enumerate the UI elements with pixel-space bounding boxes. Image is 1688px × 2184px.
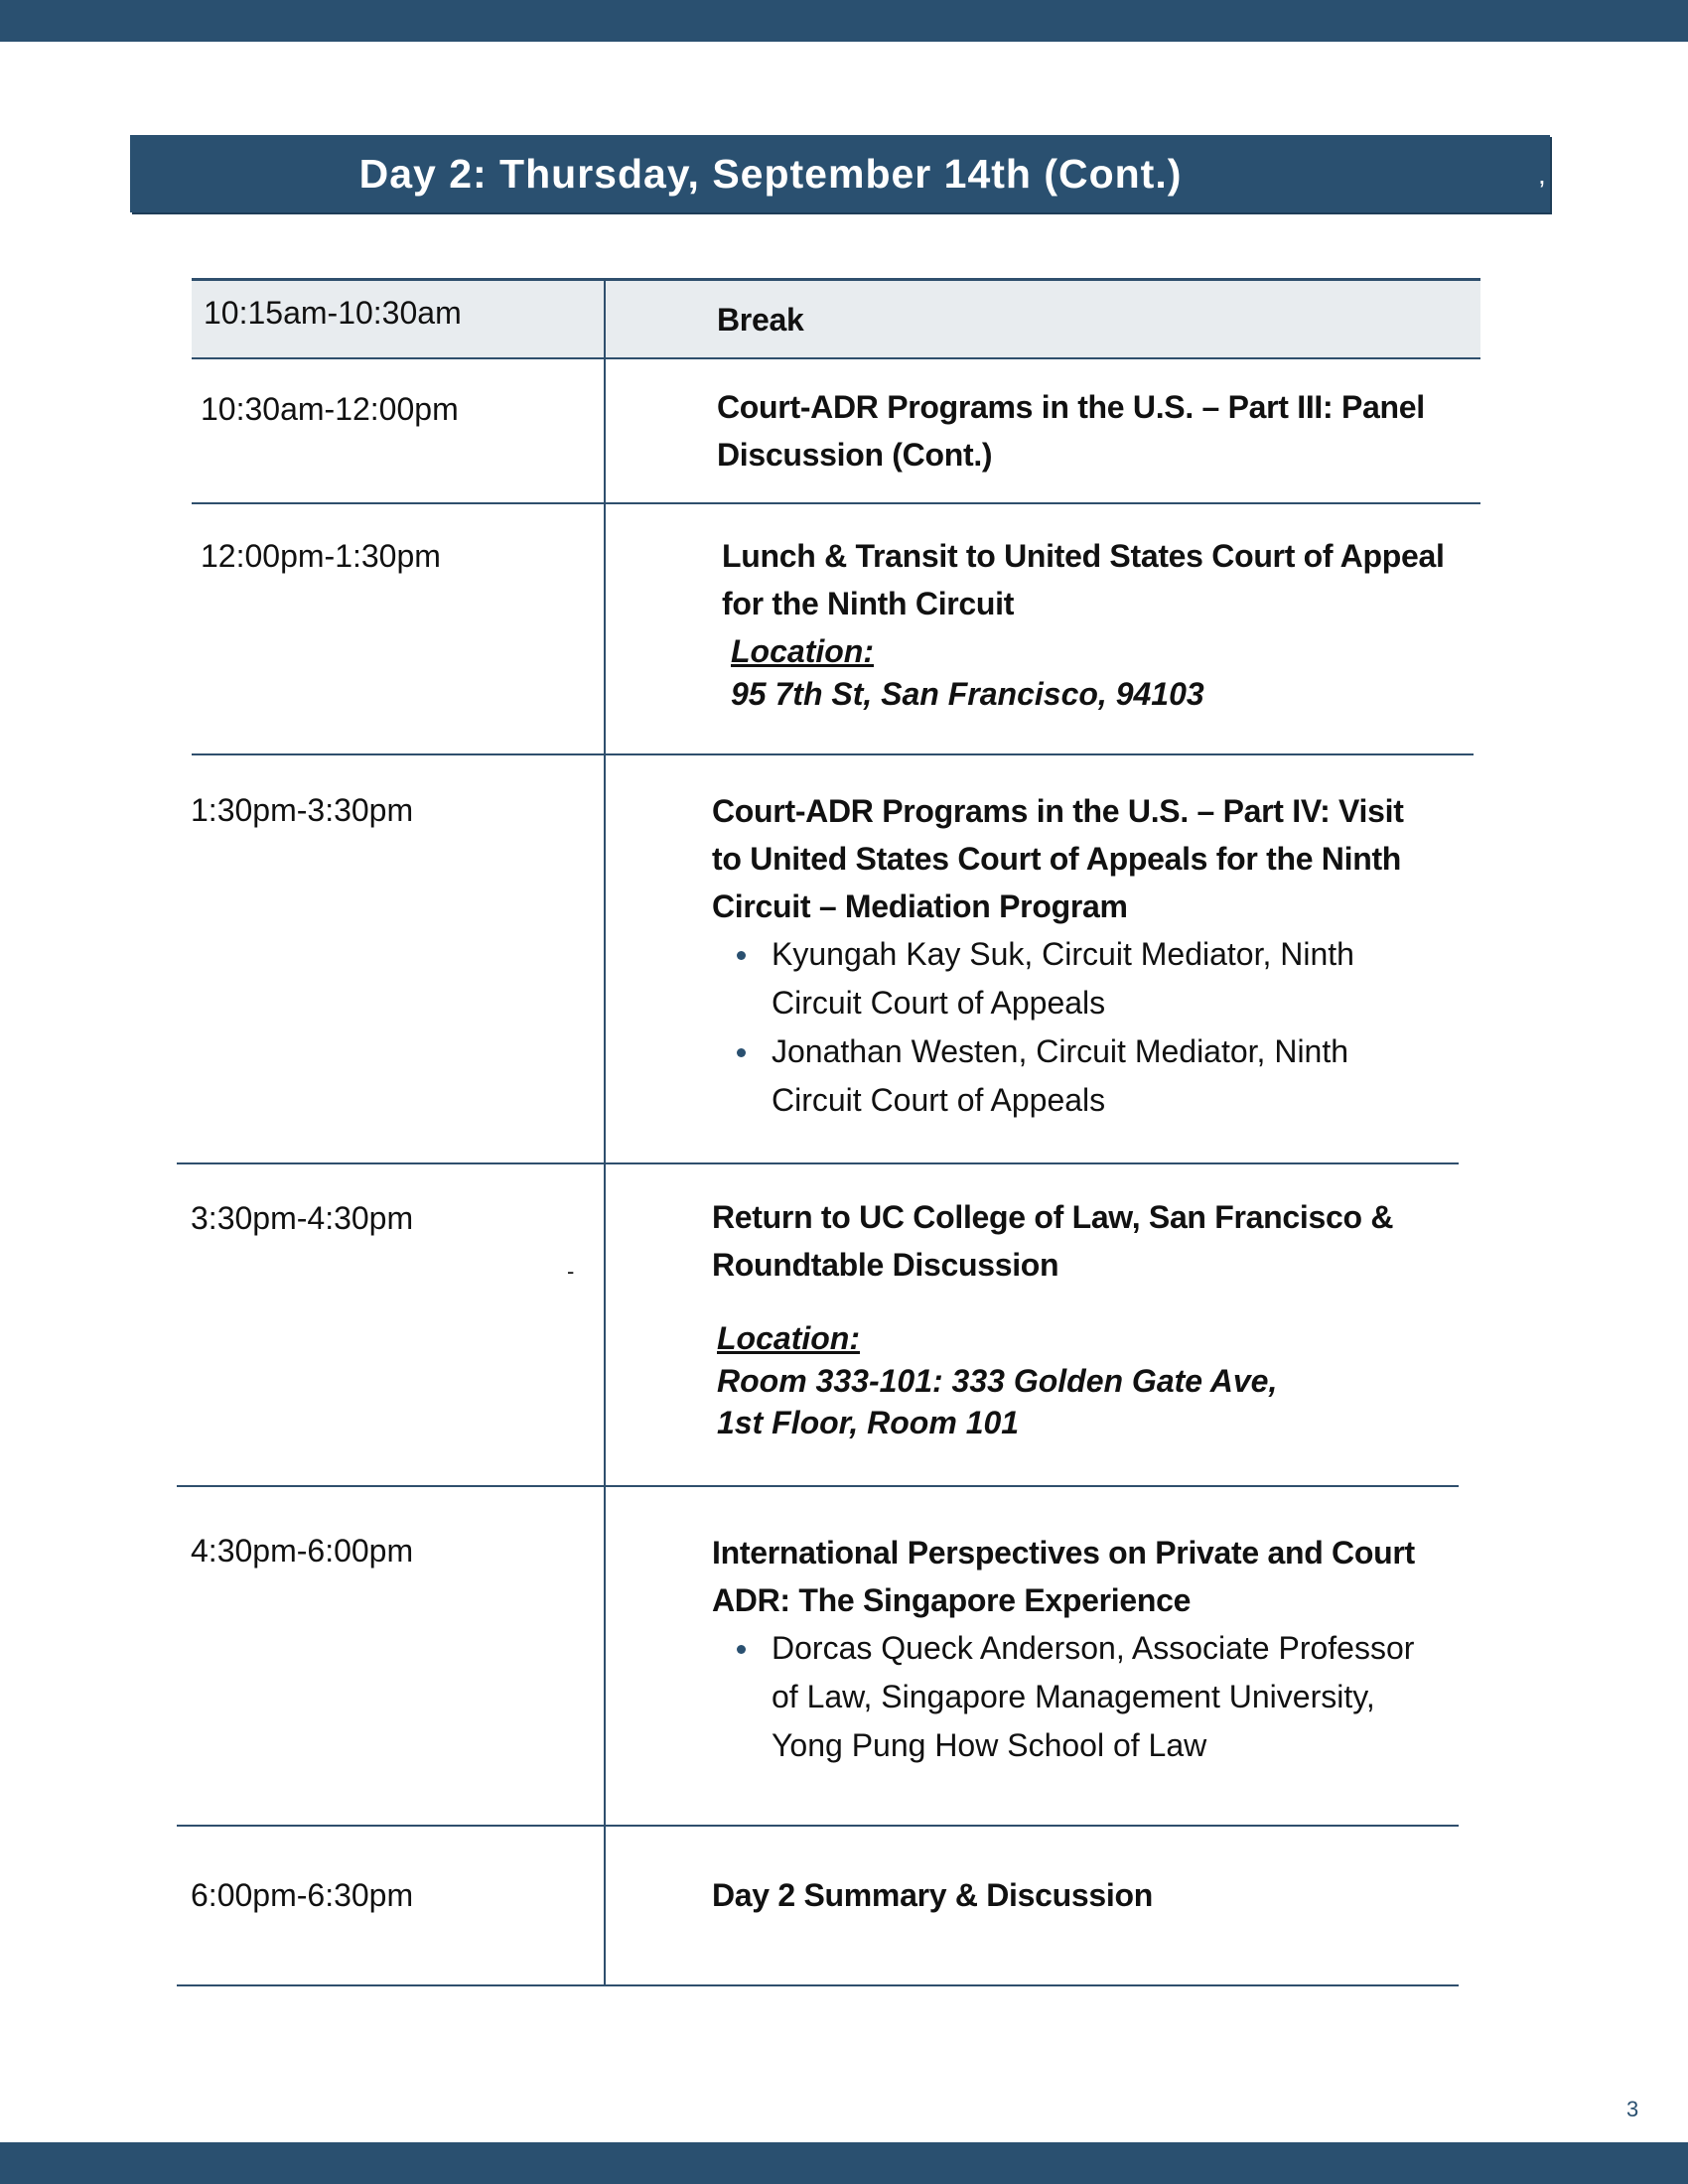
row-divider <box>192 278 1480 281</box>
speaker-item <box>712 1027 1496 1125</box>
session-title-line: Discussion (Cont.) <box>717 437 993 473</box>
session-item <box>712 787 1496 1125</box>
time-slot: 3:30pm-4:30pm <box>191 1200 414 1236</box>
time-slot: 12:00pm-1:30pm <box>201 538 441 574</box>
session-title: Day 2 Summary & Discussion <box>712 1877 1153 1913</box>
location-address: Room 333-101: 333 Golden Gate Ave, <box>717 1363 1278 1399</box>
stray-comma: , <box>1538 159 1546 190</box>
row-divider <box>177 1825 1459 1827</box>
session-title-line: Circuit – Mediation Program <box>712 888 1128 924</box>
day-title-banner <box>130 135 1550 212</box>
time-slot: 1:30pm-3:30pm <box>191 792 414 828</box>
session-item <box>712 1529 1506 1770</box>
session-item <box>717 383 1491 478</box>
session-title-line: Roundtable Discussion <box>712 1247 1059 1283</box>
speaker-line: Yong Pung How School of Law <box>772 1727 1207 1763</box>
header-band <box>0 0 1688 42</box>
row-divider <box>177 1162 1459 1164</box>
page-title: Day 2: Thursday, September 14th (Cont.) <box>358 151 1183 197</box>
speaker-line: Kyungah Kay Suk, Circuit Mediator, Ninth <box>772 936 1354 972</box>
footer-band <box>0 2142 1688 2184</box>
location-address: 95 7th St, San Francisco, 94103 <box>731 676 1204 712</box>
stray-mark: - <box>567 1259 575 1284</box>
location-label: Location: <box>731 633 874 669</box>
page-number: 3 <box>1626 2097 1639 2121</box>
row-divider <box>177 1485 1459 1487</box>
session-item <box>722 532 1506 715</box>
location-label: Location: <box>717 1320 860 1356</box>
session-title-line: Court-ADR Programs in the U.S. – Part IV: Visit <box>712 793 1404 829</box>
time-slot: 4:30pm-6:00pm <box>191 1533 414 1569</box>
session-title-line: International Perspectives on Private and Court <box>712 1535 1415 1570</box>
speaker-line: Circuit Court of Appeals <box>772 1082 1106 1118</box>
time-slot: 6:00pm-6:30pm <box>191 1877 414 1913</box>
time-slot: 10:30am-12:00pm <box>201 391 459 427</box>
speaker-line: Jonathan Westen, Circuit Mediator, Ninth <box>772 1033 1349 1069</box>
session-item <box>712 1193 1496 1443</box>
session-title-line: Lunch & Transit to United States Court of Appeal <box>722 538 1445 574</box>
session-title-line: Court-ADR Programs in the U.S. – Part III: Panel <box>717 389 1425 425</box>
row-divider <box>192 753 1474 755</box>
speaker-list <box>712 1624 1506 1770</box>
row-divider <box>192 502 1480 504</box>
session-title-line: for the Ninth Circuit <box>722 586 1015 621</box>
session-item <box>712 1871 1153 1919</box>
session-title-line: ADR: The Singapore Experience <box>712 1582 1192 1618</box>
speaker-list <box>712 930 1496 1125</box>
speaker-line: Dorcas Queck Anderson, Associate Professor <box>772 1630 1415 1666</box>
row-divider <box>177 1984 1459 1986</box>
speaker-line: of Law, Singapore Management University, <box>772 1679 1375 1714</box>
session-title: Break <box>717 302 804 338</box>
session-title-line: to United States Court of Appeals for the Ninth <box>712 841 1402 877</box>
speaker-item <box>712 930 1496 1027</box>
column-divider <box>604 279 606 1986</box>
session-title-line: Return to UC College of Law, San Francisco & <box>712 1199 1394 1235</box>
time-slot: 10:15am-10:30am <box>204 295 462 331</box>
speaker-item <box>712 1624 1506 1770</box>
location-address: 1st Floor, Room 101 <box>717 1405 1020 1440</box>
row-divider <box>192 357 1480 359</box>
speaker-line: Circuit Court of Appeals <box>772 985 1106 1021</box>
session-item <box>717 296 803 343</box>
